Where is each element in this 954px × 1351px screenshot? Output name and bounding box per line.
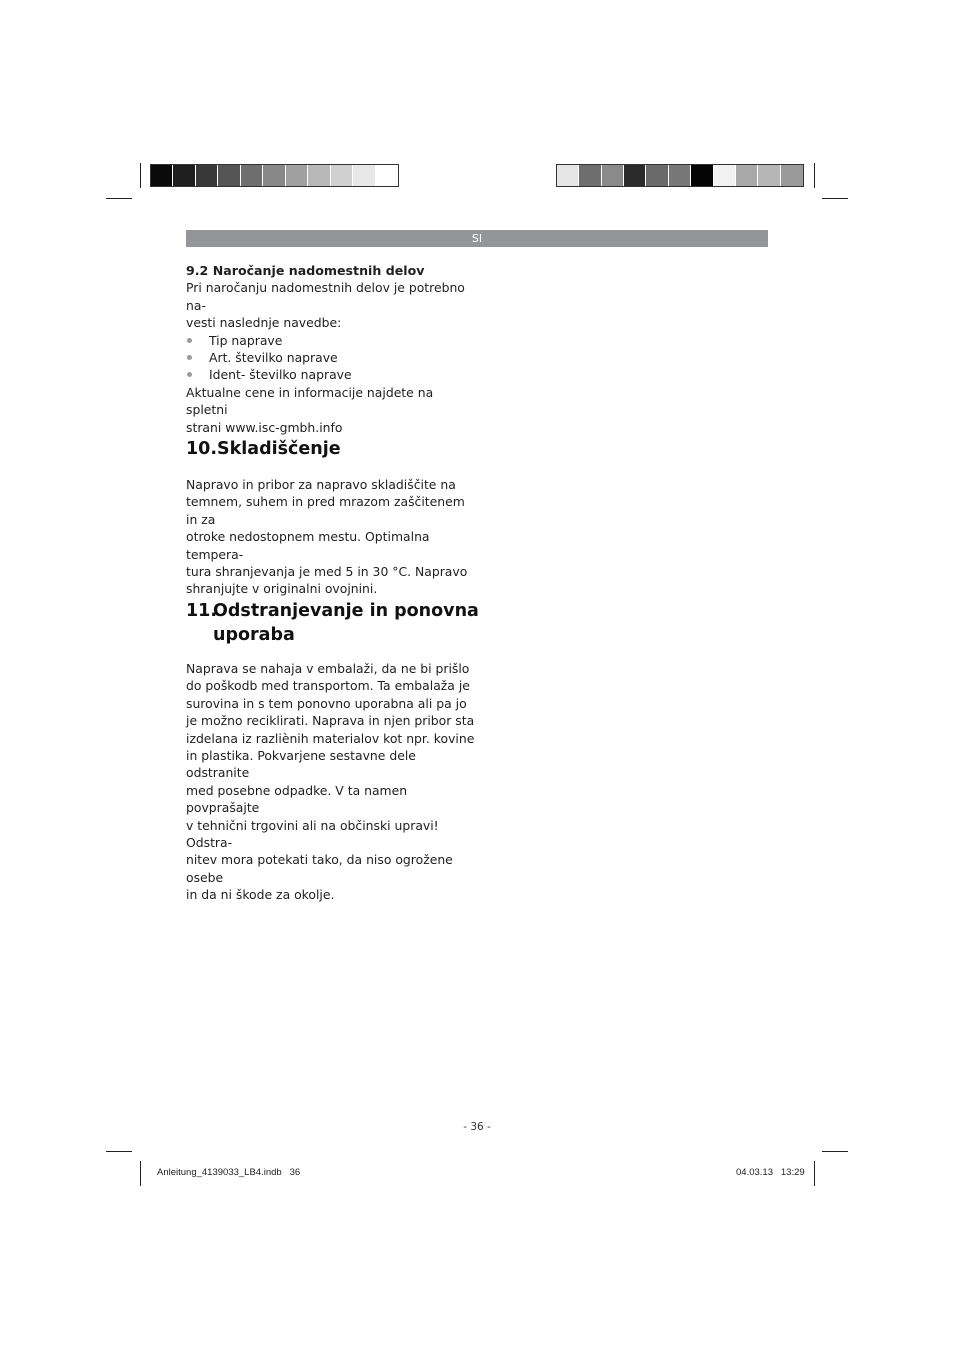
section-10-line-5: shranjujte v originalni ovojnini. xyxy=(186,581,378,597)
color-swatch xyxy=(263,165,285,186)
color-calibration-strip-left xyxy=(150,164,399,187)
section-10-title: Skladiščenje xyxy=(217,439,341,459)
section-11-number: 11. xyxy=(186,601,218,621)
section-11-line-9: nitev mora potekati tako, da niso ogrožene osebe xyxy=(186,852,453,885)
color-swatch xyxy=(196,165,218,186)
footer-file-info: Anleitung_4139033_LB4.indb 36 xyxy=(157,1167,301,1178)
page-number: - 36 - xyxy=(463,1121,491,1133)
list-item: Art. številko naprave xyxy=(186,349,476,366)
crop-mark-bottom-left-vertical xyxy=(140,1161,141,1186)
section-10-number: 10. xyxy=(186,439,218,459)
section-11-line-8: v tehnični trgovini ali na občinski upravi! Odstra- xyxy=(186,817,439,851)
color-calibration-strip-right xyxy=(556,164,804,187)
section-11-body xyxy=(186,660,476,904)
section-11-title-line-1: Odstranjevanje in ponovna xyxy=(213,601,479,621)
color-swatch xyxy=(241,165,263,186)
color-swatch xyxy=(758,165,780,186)
bullet-icon xyxy=(187,355,192,360)
section-11-line-10: in da ni škode za okolje. xyxy=(186,887,335,903)
section-11-heading xyxy=(186,599,479,647)
crop-mark-top-left-vertical xyxy=(140,163,141,188)
color-swatch xyxy=(579,165,601,186)
list-item: Ident- številko naprave xyxy=(186,366,476,383)
language-header-bar xyxy=(186,230,768,247)
section-11-line-7: med posebne odpadke. V ta namen povprašajte xyxy=(186,782,408,816)
color-swatch xyxy=(308,165,330,186)
color-swatch xyxy=(218,165,240,186)
color-swatch xyxy=(557,165,579,186)
section-9-2-outro-line-1: Aktualne cene in informacije najdete na spletni xyxy=(186,384,434,418)
section-9-2 xyxy=(186,262,476,436)
color-swatch xyxy=(714,165,736,186)
section-11-line-6: in plastika. Pokvarjene sestavne dele odstranite xyxy=(186,748,416,781)
color-swatch xyxy=(376,165,398,186)
language-code: SI xyxy=(471,232,483,245)
footer-datetime: 04.03.13 13:29 xyxy=(736,1167,805,1178)
crop-mark-top-right-vertical xyxy=(814,163,815,188)
color-swatch xyxy=(781,165,803,186)
section-10-body xyxy=(186,476,476,598)
crop-mark-top-right-horizontal xyxy=(822,198,848,199)
color-swatch xyxy=(286,165,308,186)
section-10-line-3: otroke nedostopnem mestu. Optimalna tempera- xyxy=(186,529,430,562)
section-9-2-outro-line-2: strani www.isc-gmbh.info xyxy=(186,419,343,435)
crop-mark-bottom-right-horizontal xyxy=(822,1151,848,1152)
spare-part-info-list xyxy=(186,332,476,384)
section-10-line-1: Napravo in pribor za napravo skladiščite na xyxy=(186,477,456,492)
color-swatch xyxy=(736,165,758,186)
section-11-title-line-2: uporaba xyxy=(213,625,295,645)
section-10-heading xyxy=(186,437,341,461)
section-9-2-heading: 9.2 Naročanje nadomestnih delov xyxy=(186,263,425,278)
color-swatch xyxy=(353,165,375,186)
color-swatch xyxy=(646,165,668,186)
section-11-line-3: surovina in s tem ponovno uporabna ali pa jo xyxy=(186,695,467,711)
bullet-icon xyxy=(187,372,192,377)
color-swatch xyxy=(602,165,624,186)
section-11-line-1: Naprava se nahaja v embalaži, da ne bi prišlo xyxy=(186,661,470,676)
section-10-line-4: tura shranjevanja je med 5 in 30 °C. Napravo xyxy=(186,564,468,580)
list-item: Tip naprave xyxy=(186,332,476,349)
color-swatch xyxy=(691,165,713,186)
section-11-line-2: do poškodb med transportom. Ta embalaža je xyxy=(186,678,470,694)
crop-mark-top-left-horizontal xyxy=(106,198,132,199)
section-11-line-5: izdelana iz razliènih materialov kot npr. kovine xyxy=(186,730,475,746)
section-9-2-intro-line-1: Pri naročanju nadomestnih delov je potrebno na- xyxy=(186,280,465,313)
bullet-icon xyxy=(187,338,192,343)
color-swatch xyxy=(151,165,173,186)
section-11-line-4: je možno reciklirati. Naprava in njen pribor sta xyxy=(186,713,475,729)
color-swatch xyxy=(331,165,353,186)
section-10-line-2: temnem, suhem in pred mrazom zaščitenem in za xyxy=(186,494,465,527)
color-swatch xyxy=(669,165,691,186)
section-9-2-intro-line-2: vesti naslednje navedbe: xyxy=(186,315,342,331)
color-swatch xyxy=(173,165,195,186)
crop-mark-bottom-left-horizontal xyxy=(106,1151,132,1152)
crop-mark-bottom-right-vertical xyxy=(814,1161,815,1186)
color-swatch xyxy=(624,165,646,186)
